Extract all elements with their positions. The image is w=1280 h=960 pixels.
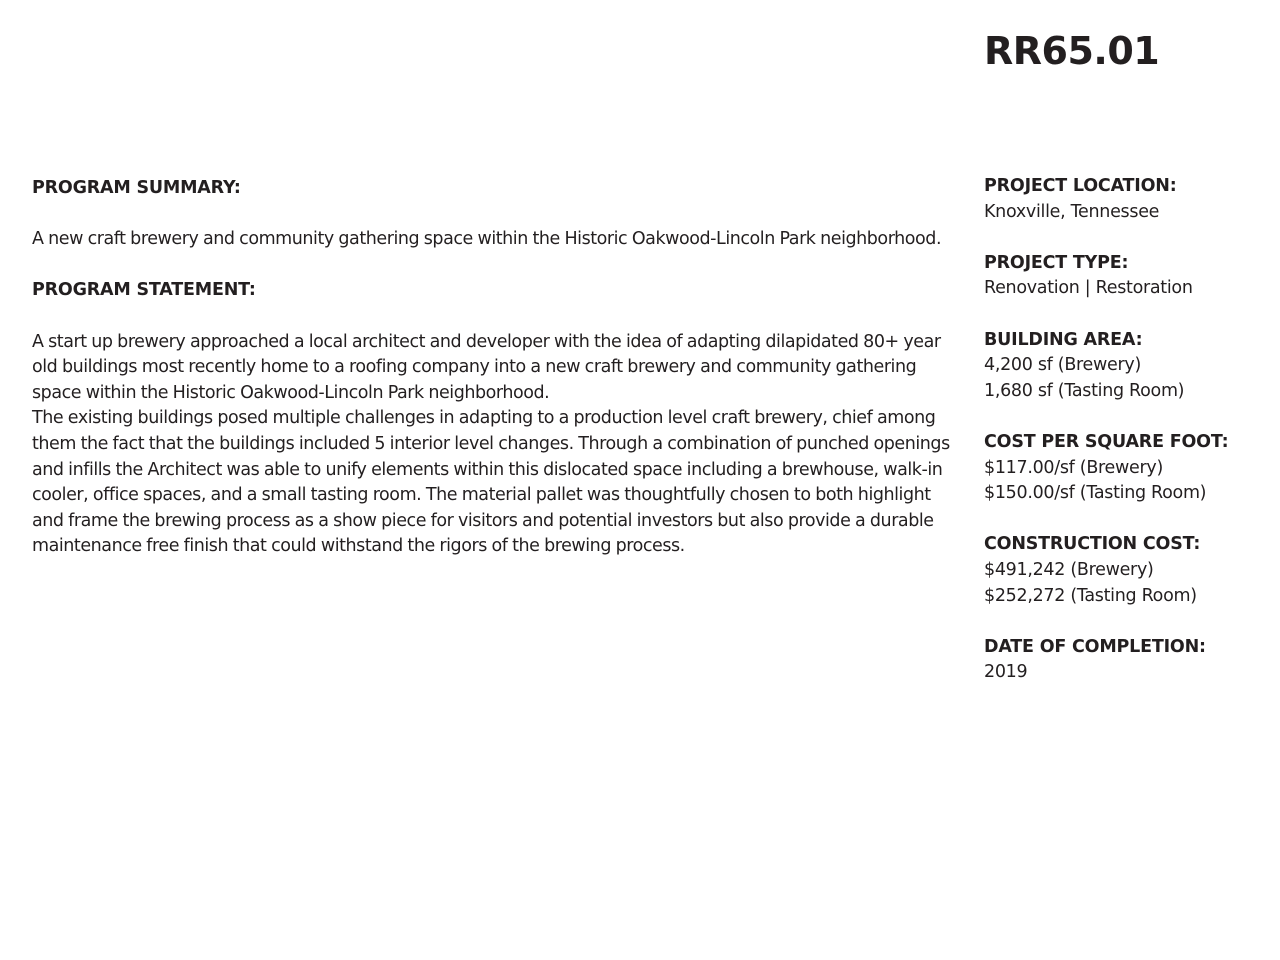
detail-label: CONSTRUCTION COST: xyxy=(984,534,1201,555)
program-summary-section xyxy=(32,176,952,253)
detail-project-type xyxy=(984,251,1274,302)
detail-building-area xyxy=(984,328,1274,405)
program-summary-text: A new craft brewery and community gathering space within the Historic Oakwood-Lincoln Park neighborhood. xyxy=(32,229,942,250)
detail-label: PROJECT LOCATION: xyxy=(984,176,1177,196)
detail-value: Knoxville, Tennessee xyxy=(984,201,1160,222)
detail-construction-cost xyxy=(984,532,1274,609)
project-id: RR65.01 xyxy=(984,29,1160,73)
detail-label: BUILDING AREA: xyxy=(984,329,1143,350)
spacer xyxy=(984,404,1274,430)
spacer xyxy=(32,202,952,228)
detail-value: $491,242 (Brewery) xyxy=(984,559,1154,580)
program-statement-paragraph-1: A start up brewery approached a local architect and developer with the idea of adapting dilapidated 80+ year old buildings most recently home to a roofing company into a new craft brewery and community gathering space within the Historic Oakwood-Lincoln Park neighborhood. xyxy=(32,331,941,403)
detail-value: Renovation | Restoration xyxy=(984,278,1193,299)
detail-value: $117.00/sf (Brewery) xyxy=(984,457,1163,478)
program-summary-heading: PROGRAM SUMMARY: xyxy=(32,178,241,198)
detail-project-location xyxy=(984,174,1274,225)
program-statement-section xyxy=(32,278,952,560)
detail-value: $252,272 (Tasting Room) xyxy=(984,585,1197,606)
program-statement-heading: PROGRAM STATEMENT: xyxy=(32,280,256,301)
detail-value: $150.00/sf (Tasting Room) xyxy=(984,483,1207,504)
detail-value: 4,200 sf (Brewery) xyxy=(984,355,1141,376)
spacer xyxy=(32,304,952,330)
spacer xyxy=(984,302,1274,328)
project-details xyxy=(984,174,1274,686)
detail-label: DATE OF COMPLETION: xyxy=(984,636,1206,657)
spacer xyxy=(984,225,1274,251)
detail-value: 2019 xyxy=(984,662,1028,683)
detail-value: 1,680 sf (Tasting Room) xyxy=(984,380,1185,401)
detail-cost-per-square-foot xyxy=(984,430,1274,507)
spacer xyxy=(32,253,952,279)
program-statement-paragraph-2: The existing buildings posed multiple challenges in adapting to a production level craft brewery, chief among them the fact that the buildings included 5 interior level changes. Through a combination of punched openings and infills the Architect was able to unify elements within this dislocated space including a brewhouse, walk-in cooler, office spaces, and a small tasting room. The material pallet was thoughtfully chosen to both highlight and frame the brewing process as a show piece for visitors and potential investors but also provide a durable maintenance free finish that could withstand the rigors of the brewing process. xyxy=(32,408,950,557)
detail-label: PROJECT TYPE: xyxy=(984,252,1129,273)
detail-date-of-completion xyxy=(984,635,1274,686)
spacer xyxy=(984,507,1274,533)
program-column xyxy=(32,176,952,560)
spacer xyxy=(984,609,1274,635)
detail-label: COST PER SQUARE FOOT: xyxy=(984,431,1229,452)
